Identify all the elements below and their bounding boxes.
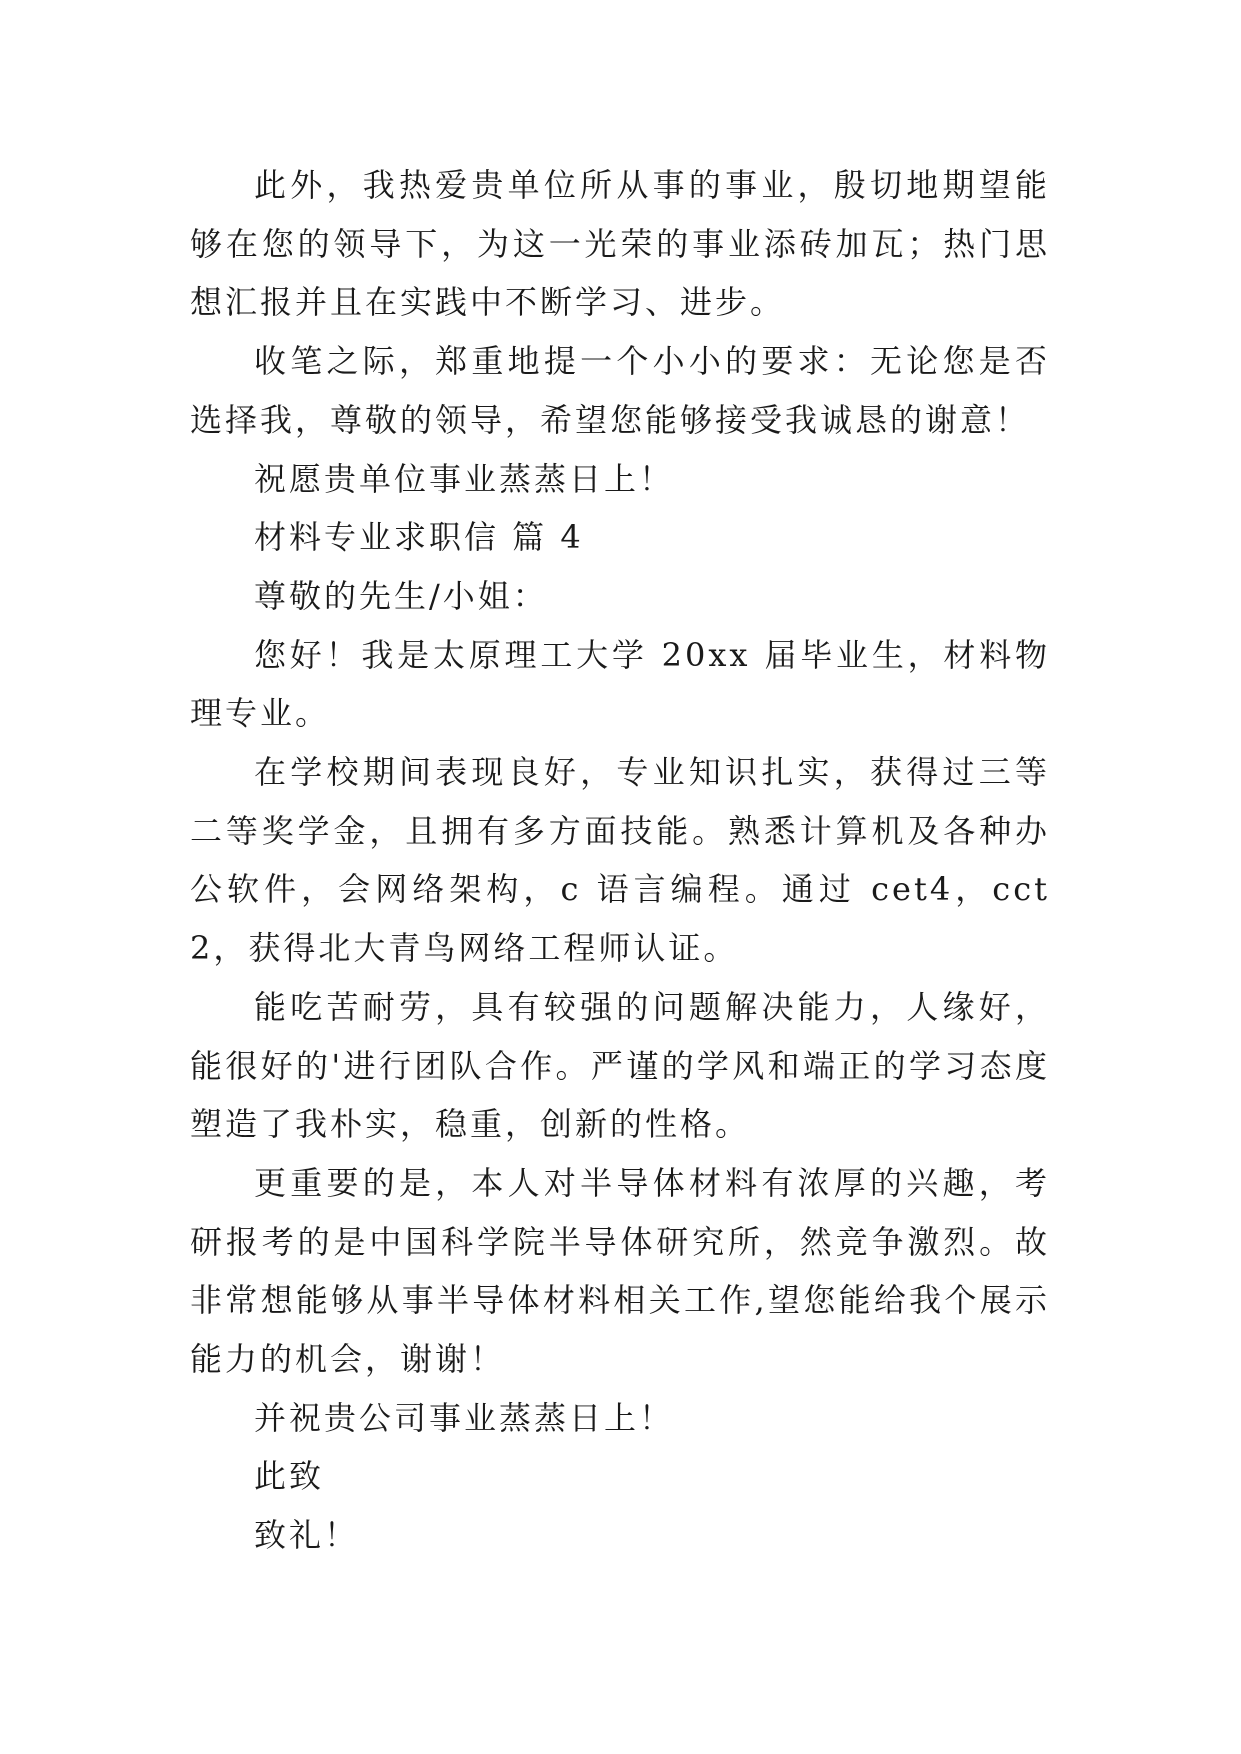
paragraph-wish: 祝愿贵单位事业蒸蒸日上！	[254, 459, 675, 498]
letter-body	[190, 156, 1050, 1565]
closing-zhili: 致礼！	[254, 1516, 360, 1555]
salutation: 尊敬的先生/小姐：	[254, 576, 548, 615]
paragraph-company-wish: 并祝贵公司事业蒸蒸日上！	[254, 1398, 675, 1437]
paragraph-introduction: 您好！我是太原理工大学 20xx 届毕业生，材料物理专业。	[190, 635, 1050, 733]
section-title: 材料专业求职信 篇 4	[254, 518, 584, 557]
closing-cizhi: 此致	[254, 1457, 325, 1496]
paragraph-personality: 能吃苦耐劳，具有较强的问题解决能力，人缘好，能很好的'进行团队合作。严谨的学风和端正的学习态度塑造了我朴实，稳重，创新的性格。	[190, 987, 1050, 1144]
paragraph-skills: 在学校期间表现良好，专业知识扎实，获得过三等二等奖学金，且拥有多方面技能。熟悉计算机及各种办公软件，会网络架构，c 语言编程。通过 cet4，cct2，获得北大青鸟网络工程师认证。	[190, 753, 1050, 968]
paragraph-closing-request: 收笔之际，郑重地提一个小小的要求：无论您是否选择我，尊敬的领导，希望您能够接受我诚恳的谢意！	[190, 342, 1050, 439]
paragraph-enthusiasm: 此外，我热爱贵单位所从事的事业，殷切地期望能够在您的领导下，为这一光荣的事业添砖加瓦；热门思想汇报并且在实践中不断学习、进步。	[190, 166, 1050, 322]
paragraph-interest: 更重要的是，本人对半导体材料有浓厚的兴趣，考研报考的是中国科学院半导体研究所，然竞争激烈。故非常想能够从事半导体材料相关工作,望您能给我个展示能力的机会，谢谢！	[190, 1163, 1050, 1379]
